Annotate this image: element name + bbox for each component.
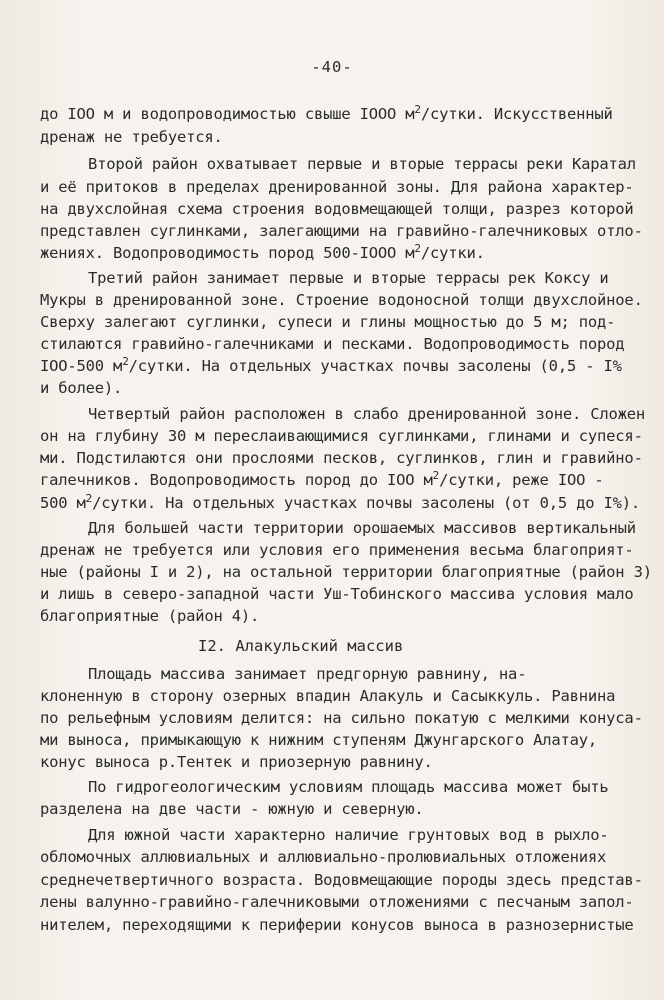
- text-line: [88, 268, 609, 288]
- text-segment: Площадь массива занимает предгорную равнину, на-: [88, 665, 527, 683]
- text-segment: и её притоков в пределах дренированной зоны. Для района характер-: [40, 178, 634, 196]
- text-segment: представлен суглинками, залегающими на гравийно-галечниковых отло-: [40, 222, 643, 240]
- text-line: [88, 777, 609, 797]
- text-line: [40, 493, 640, 513]
- text-segment: дренаж не требуется.: [40, 128, 223, 146]
- text-line: [40, 584, 634, 604]
- text-line: [40, 426, 643, 446]
- text-line: [40, 312, 615, 332]
- text-line: [40, 730, 597, 750]
- text-line: [40, 799, 424, 819]
- text-segment: Третий район занимает первые и вторые террасы рек Коксу и: [88, 269, 609, 287]
- text-line: [88, 518, 636, 538]
- text-segment: галечников. Водопроводимость пород до IOO м: [40, 471, 433, 489]
- text-segment: до IOO м и водопроводимостью свыше IOOO м: [40, 105, 415, 123]
- text-segment: стилаются гравийно-галечниками и песками. Водопроводимость пород: [40, 335, 625, 353]
- text-segment: Для южной части характерно наличие грунтовых вод в рыхло-: [88, 826, 609, 844]
- text-line: [88, 664, 526, 684]
- text-segment: среднечетвертичного возраста. Водовмещающие породы здесь представ-: [40, 871, 643, 889]
- text-line: [40, 915, 634, 935]
- text-segment: 500 м: [40, 494, 86, 512]
- text-line: [40, 606, 259, 626]
- page-number: -40-: [311, 58, 353, 76]
- superscript: 2: [414, 242, 421, 255]
- text-segment: По гидрогеологическим условиям площадь массива может быть: [88, 778, 609, 796]
- text-segment: Второй район охватывает первые и вторые террасы реки Каратал: [88, 155, 636, 173]
- text-segment: дренаж не требуется или условия его применения весьма благоприят-: [40, 541, 634, 559]
- text-segment: IOO-500 м: [40, 357, 123, 375]
- text-line: [40, 356, 622, 376]
- superscript: 2: [414, 103, 421, 116]
- superscript: 2: [85, 492, 93, 505]
- text-segment: ные (районы I и 2), на остальной территории благоприятные (район 3): [40, 563, 652, 581]
- superscript: 2: [432, 469, 440, 482]
- section-heading: I2. Алакульский массив: [198, 637, 404, 655]
- text-line: [40, 847, 606, 867]
- text-segment: лены валунно-гравийно-галечниковыми отложениями с песчаным запол-: [40, 893, 634, 911]
- text-segment: и более).: [40, 379, 123, 397]
- text-line: [88, 154, 636, 174]
- text-segment: /сутки. Искусственный: [420, 105, 613, 123]
- superscript: 2: [122, 355, 129, 368]
- text-line: [40, 540, 634, 560]
- text-line: [40, 243, 485, 263]
- text-segment: Сверху залегают суглинки, супеси и глины мощностью до 5 м; под-: [40, 313, 616, 331]
- text-segment: благоприятные (район 4).: [40, 607, 260, 625]
- text-line: [40, 221, 643, 241]
- text-segment: нителем, переходящими к периферии конусов выноса в разнозернистые: [40, 916, 634, 934]
- text-line: [40, 378, 122, 398]
- text-segment: обломочных аллювиальных и аллювиально-пролювиальных отложениях: [40, 848, 607, 866]
- text-segment: /сутки.: [420, 244, 485, 262]
- text-line: [40, 334, 624, 354]
- text-segment: ми. Подстилаются они прослоями песков, суглинков, глин и гравийно-: [40, 449, 643, 467]
- text-segment: по рельефным условиям делится: на сильно покатую с мелкими конуса-: [40, 709, 643, 727]
- text-segment: Мукры в дренированной зоне. Строение водоносной толщи двухслойное.: [40, 291, 643, 309]
- text-line: [40, 892, 634, 912]
- text-segment: он на глубину 30 м переслаивающимися суглинками, глинами и супеся-: [40, 427, 643, 445]
- text-line: [40, 562, 652, 582]
- text-segment: разделена на две части - южную и северную.: [40, 800, 424, 818]
- text-line: [40, 708, 643, 728]
- text-line: [40, 870, 643, 890]
- text-line: [40, 127, 223, 147]
- text-segment: и лишь в северо-западной части Уш-Тобинского массива условия мало: [40, 585, 634, 603]
- text-segment: /сутки. На отдельных участках почвы засолены (0,5 - I%: [128, 357, 622, 375]
- text-line: [88, 404, 645, 424]
- text-segment: на двухслойная схема строения водовмещающей толщи, разрез которой: [40, 200, 634, 218]
- text-segment: Для большей части территории орошаемых массивов вертикальный: [88, 519, 636, 537]
- text-line: [40, 686, 615, 706]
- text-segment: Четвертый район расположен в слабо дренированной зоне. Сложен: [88, 405, 646, 423]
- text-segment: клоненную в сторону озерных впадин Алакуль и Сасыккуль. Равнина: [40, 687, 616, 705]
- text-segment: /сутки, реже IOO -: [439, 471, 604, 489]
- text-line: [40, 290, 643, 310]
- text-line: [40, 470, 603, 490]
- text-segment: ми выноса, примыкающую к нижним ступеням Джунгарского Алатау,: [40, 731, 598, 749]
- text-line: [40, 752, 433, 772]
- text-line: [88, 825, 609, 845]
- text-line: [40, 448, 643, 468]
- text-segment: жениях. Водопроводимость пород 500-IOOO м: [40, 244, 415, 262]
- text-line: [40, 177, 634, 197]
- text-segment: конус выноса р.Тентек и приозерную равнину.: [40, 753, 433, 771]
- text-line: [40, 104, 613, 124]
- text-segment: /сутки. На отдельных участках почвы засолены (от 0,5 до I%).: [92, 494, 641, 512]
- text-line: [40, 199, 634, 219]
